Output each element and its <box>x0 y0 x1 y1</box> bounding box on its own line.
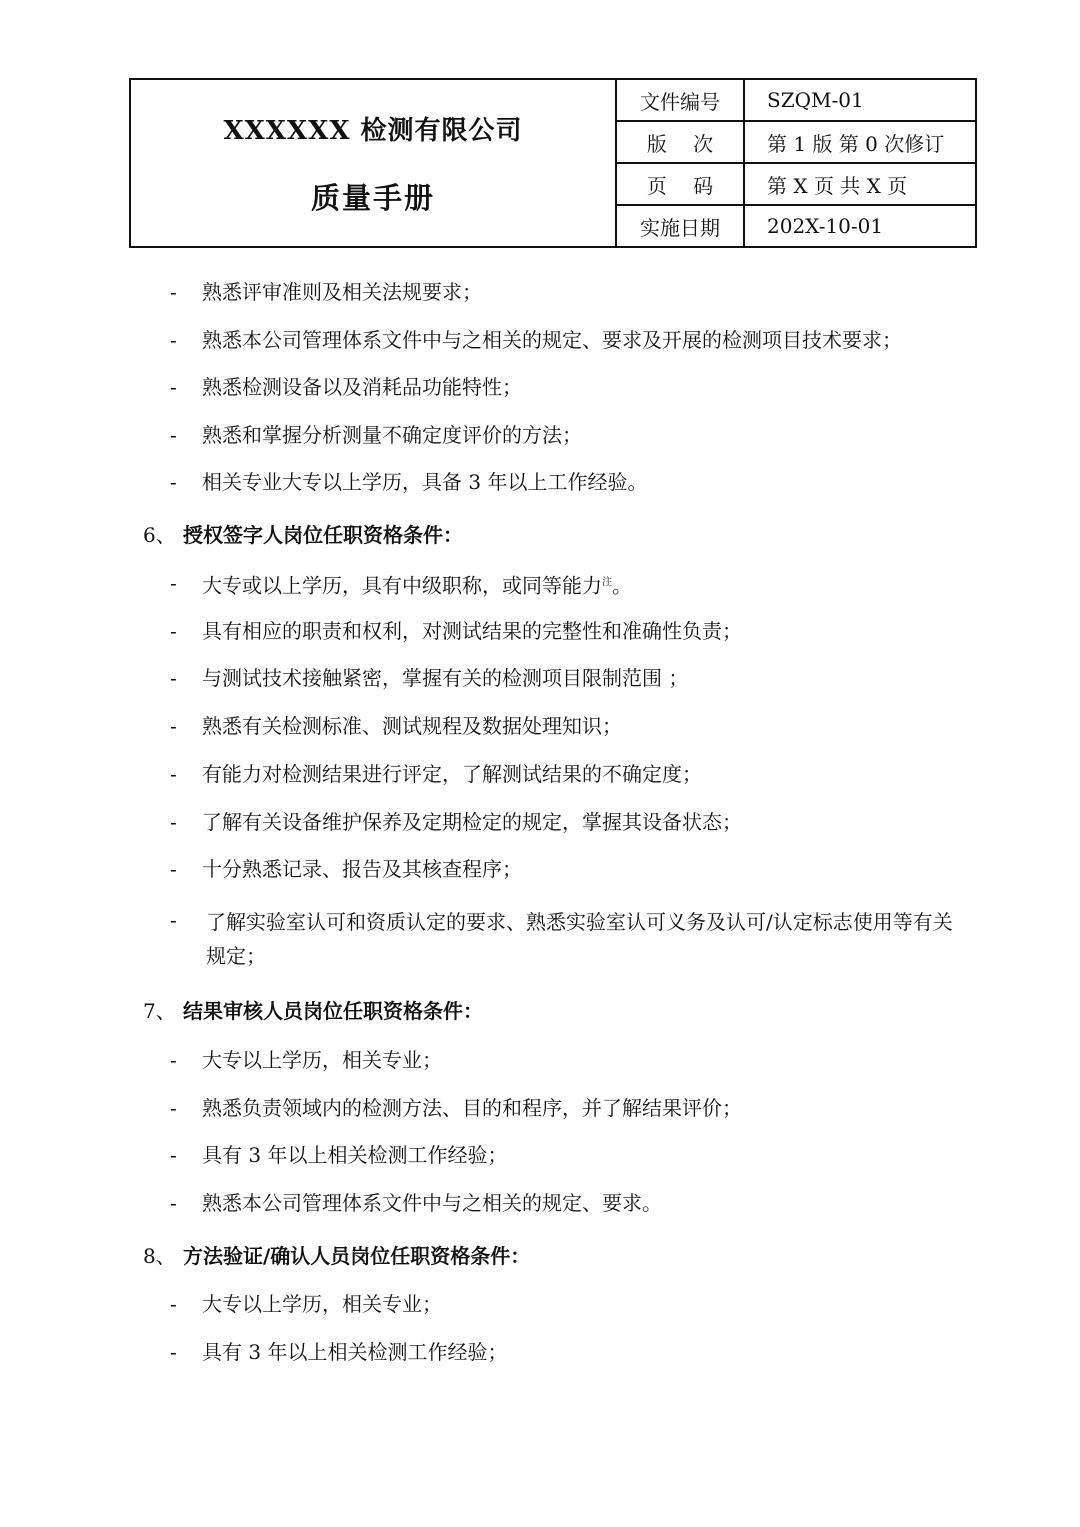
header-row-doc-number <box>617 80 975 122</box>
list-item-text: 了解实验室认可和资质认定的要求、熟悉实验室认可义务及认可/认定标志使用等有关规定； <box>206 910 953 968</box>
bullet-dash: - <box>170 1292 177 1316</box>
header-label: 页 码 <box>617 164 745 204</box>
header-label: 文件编号 <box>617 80 745 120</box>
list-item-text: 具有 3 年以上相关检测工作经验； <box>202 1143 508 1167</box>
list-item-tail: 。 <box>612 573 632 598</box>
header-row-version <box>617 122 975 164</box>
list-item-main: 大专或以上学历，具有中级职称，或同等能力 <box>202 573 602 598</box>
bullet-dash: - <box>170 714 177 738</box>
list-item-text: 熟悉本公司管理体系文件中与之相关的规定、要求。 <box>202 1191 662 1215</box>
list-item-text: 与测试技术接触紧密，掌握有关的检测项目限制范围 ； <box>202 666 689 690</box>
bullet-dash: - <box>170 1048 177 1072</box>
company-name: XXXXXX 检测有限公司 <box>223 116 523 146</box>
manual-title: 质量手册 <box>310 181 435 215</box>
bullet-dash: - <box>170 810 177 834</box>
list-item-text: 熟悉本公司管理体系文件中与之相关的规定、要求及开展的检测项目技术要求； <box>202 328 902 352</box>
bullet-dash: - <box>170 375 177 399</box>
list-item-text: 十分熟悉记录、报告及其核查程序； <box>202 857 522 881</box>
header-row-effective-date <box>617 206 975 246</box>
bullet-dash: - <box>170 1096 177 1120</box>
bullet-dash: - <box>170 908 177 932</box>
list-item-text: 熟悉和掌握分析测量不确定度评价的方法； <box>202 423 582 447</box>
section-title: 结果审核人员岗位任职资格条件： <box>183 999 483 1023</box>
bullet-dash: - <box>170 1191 177 1215</box>
bullet-dash: - <box>170 762 177 786</box>
header-title-cell <box>131 80 617 246</box>
section-title: 授权签字人岗位任职资格条件： <box>183 523 463 547</box>
list-item-text: 熟悉检测设备以及消耗品功能特性； <box>202 375 522 399</box>
section-number: 7、 <box>143 999 176 1023</box>
list-item-text: 具有 3 年以上相关检测工作经验； <box>202 1340 508 1364</box>
bullet-dash: - <box>170 328 177 352</box>
list-item-text: 了解有关设备维护保养及定期检定的规定，掌握其设备状态； <box>202 810 742 834</box>
header-label: 版 次 <box>617 122 745 162</box>
bullet-dash: - <box>170 619 177 643</box>
header-value: SZQM-01 <box>767 88 864 112</box>
bullet-dash: - <box>170 280 177 304</box>
header-row-page <box>617 164 975 206</box>
header-info-cells <box>617 80 975 246</box>
list-item-text: 相关专业大专以上学历，具备 3 年以上工作经验。 <box>202 470 648 494</box>
header-value: 第 1 版 第 0 次修订 <box>767 131 945 156</box>
section-title: 方法验证/确认人员岗位任职资格条件： <box>183 1244 531 1268</box>
list-item-text: 大专以上学历，相关专业； <box>202 1292 442 1316</box>
bullet-dash: - <box>170 1340 177 1364</box>
list-item-text: 熟悉评审准则及相关法规要求； <box>202 280 482 304</box>
list-item-text: 有能力对检测结果进行评定，了解测试结果的不确定度； <box>202 762 702 786</box>
footnote-mark: 注 <box>602 577 612 588</box>
bullet-dash: - <box>170 666 177 690</box>
document-header-table <box>129 78 977 248</box>
bullet-dash: - <box>170 423 177 447</box>
bullet-dash: - <box>170 857 177 881</box>
header-value: 第 X 页 共 X 页 <box>767 173 908 198</box>
section-number: 6、 <box>143 523 176 547</box>
section-number: 8、 <box>143 1244 176 1268</box>
bullet-dash: - <box>170 571 177 595</box>
list-item-text: 熟悉有关检测标准、测试规程及数据处理知识； <box>202 714 622 738</box>
header-label: 实施日期 <box>617 206 745 246</box>
list-item-text: 具有相应的职责和权利，对测试结果的完整性和准确性负责； <box>202 619 742 643</box>
bullet-dash: - <box>170 470 177 494</box>
bullet-dash: - <box>170 1143 177 1167</box>
list-item-text: 熟悉负责领域内的检测方法、目的和程序，并了解结果评价； <box>202 1096 742 1120</box>
list-item-text: 大专以上学历，相关专业； <box>202 1048 442 1072</box>
header-value: 202X-10-01 <box>767 214 884 238</box>
list-item-text <box>202 568 632 601</box>
